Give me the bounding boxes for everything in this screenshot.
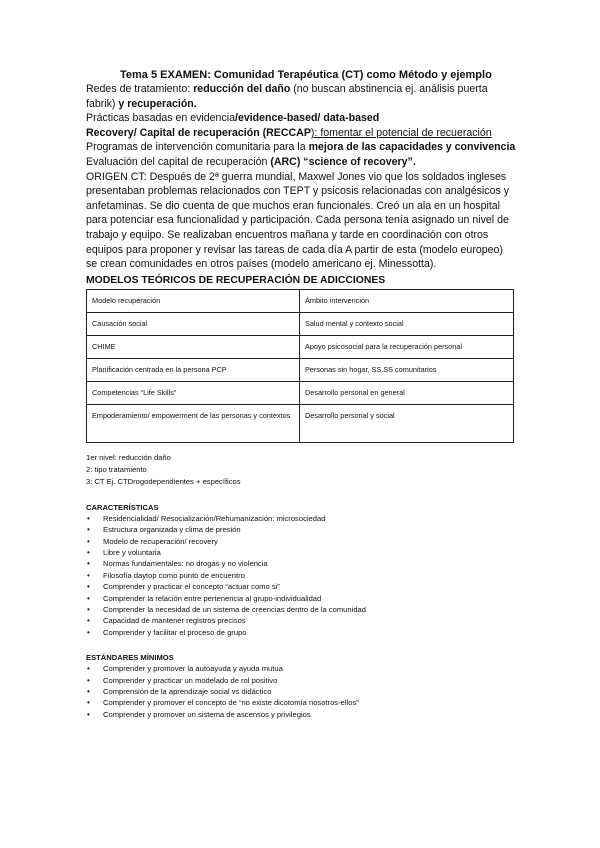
estandares-list [86, 663, 516, 720]
table-cell: Personas sin hogar, SS.SS comunitarios [300, 358, 514, 381]
models-table [86, 289, 514, 443]
redes-bold-2: y recuperación. [118, 97, 197, 110]
list-item: • Comprensión de la aprendizaje social vs didáctico [86, 686, 516, 697]
table-row [87, 404, 514, 442]
list-item: • Capacidad de mantener registros precisos [86, 615, 516, 626]
level-item: 3: CT Ej. CTDrogodependientes + específicos [86, 476, 241, 486]
table-cell: CHIME [87, 335, 300, 358]
paragraph-evaluacion [86, 155, 516, 170]
list-item: • Comprender y practicar el concepto “actuar como si” [86, 581, 516, 592]
table-cell: Competencias “Life Skills” [87, 381, 300, 404]
levels-list [86, 452, 516, 488]
list-item: • Comprender la necesidad de un sistema de creencias dentro de la comunidad [86, 604, 516, 615]
table-cell: Desarrollo personal y social [300, 404, 514, 442]
list-item: • Comprender y promover el concepto de “no existe dicotomía nosotros-ellos” [86, 697, 516, 708]
table-title: MODELOS TEÓRICOS DE RECUPERACIÓN DE ADICCIONES [86, 274, 386, 286]
list-item: • Comprender y facilitar el proceso de grupo [86, 627, 516, 638]
estandares-title: ESTÁNDARES MÍNIMOS [86, 653, 174, 663]
paragraph-origen: ORIGEN CT: Después de 2ª guerra mundial, Maxwel Jones vio que los soldados ingleses presentaban problemas relacionados con TEPT y psicosis relacionadas con analgésicos y anfetaminas. Se dio cuenta de que muchos eran funcionales. Creó un ala en un hospital para potenciar esa funcionalidad y participación. Cada persona tenía asignado un nivel de trabajo y equipo. Se realizaban encuentros mañana y tarde en coordinación con otros equipos para proponer y revisar las tareas de cada día A partir de esta (modelo europeo) se crean comunidades en otros países (modelo americano ej. Minessotta). [86, 170, 510, 271]
caracteristicas-list [86, 513, 516, 638]
list-item: • Estructura organizada y clima de presión [86, 524, 516, 535]
evaluacion-text: Evaluación del capital de recuperación [86, 155, 271, 168]
list-item: • Normas fundamentales: no drogas y no violencia [86, 558, 516, 569]
evaluacion-bold: (ARC) “science of recovery”. [270, 155, 416, 168]
practicas-text: Prácticas basadas en evidencia [86, 112, 235, 125]
list-item: • Residencialidad/ Resocialización/Rehumanización: microsociedad [86, 513, 516, 524]
list-item: • Libre y voluntaria [86, 547, 516, 558]
page-title: Tema 5 EXAMEN: Comunidad Terapéutica (CT) como Método y ejemplo [120, 69, 492, 81]
list-item: • Comprender y practicar un modelado de rol positivo [86, 675, 516, 686]
level-item: 2: tipo tratamiento [86, 464, 147, 474]
table-header-row [87, 289, 514, 312]
table-row [87, 381, 514, 404]
practicas-bold: /evidence-based/ data-based [235, 112, 380, 125]
programas-bold: mejora de las capacidades y convivencia [308, 141, 516, 154]
table-row [87, 312, 514, 335]
document-content [86, 68, 516, 720]
recovery-bold: Recovery/ Capital de recuperación (RECCAP [86, 126, 311, 139]
redes-text: Redes de tratamiento: [86, 83, 194, 95]
table-row [87, 358, 514, 381]
paragraph-recovery [86, 126, 516, 141]
programas-text: Programas de intervención comunitaria para la [86, 141, 309, 154]
paragraph-practicas [86, 111, 516, 126]
table-row [87, 335, 514, 358]
caracteristicas-title: CARACTERÍSTICAS [86, 502, 159, 512]
paragraph-programas [86, 140, 516, 155]
list-item: • Modelo de recuperación/ recovery [86, 536, 516, 547]
paragraph-redes [86, 82, 516, 111]
table-cell: Planificación centrada en la persona PCP [87, 358, 300, 381]
redes-bold: reducción del daño [193, 83, 291, 95]
list-item: • Filosofía daytop como punto de encuentro [86, 570, 516, 581]
table-cell: Empoderamiento/ empowerment de las personas y contextos [87, 404, 300, 442]
list-item: • Comprender y promover un sistema de ascensos y privilegios [86, 709, 516, 720]
table-cell: Apoyo psicosocial para la recuperación personal [300, 335, 514, 358]
list-item: • Comprender y promover la autoayuda y ayuda mutua [86, 663, 516, 674]
table-cell: Salud mental y contexto social [300, 312, 514, 335]
list-item: • Comprender la relación entre pertenencia al grupo-individualidad [86, 593, 516, 604]
table-cell: Desarrollo personal en general [300, 381, 514, 404]
level-item: 1er nivel: reducción daño [86, 452, 171, 462]
table-cell: Modelo recuperación [87, 289, 300, 312]
table-cell: Ámbito intervención [300, 289, 514, 312]
recovery-underlined: ): fomentar el potencial de recueración [310, 126, 492, 139]
redes-text-2: (no buscan abstinencia ej. análisis puerta fabrik) [86, 83, 488, 110]
table-cell: Causación social [87, 312, 300, 335]
